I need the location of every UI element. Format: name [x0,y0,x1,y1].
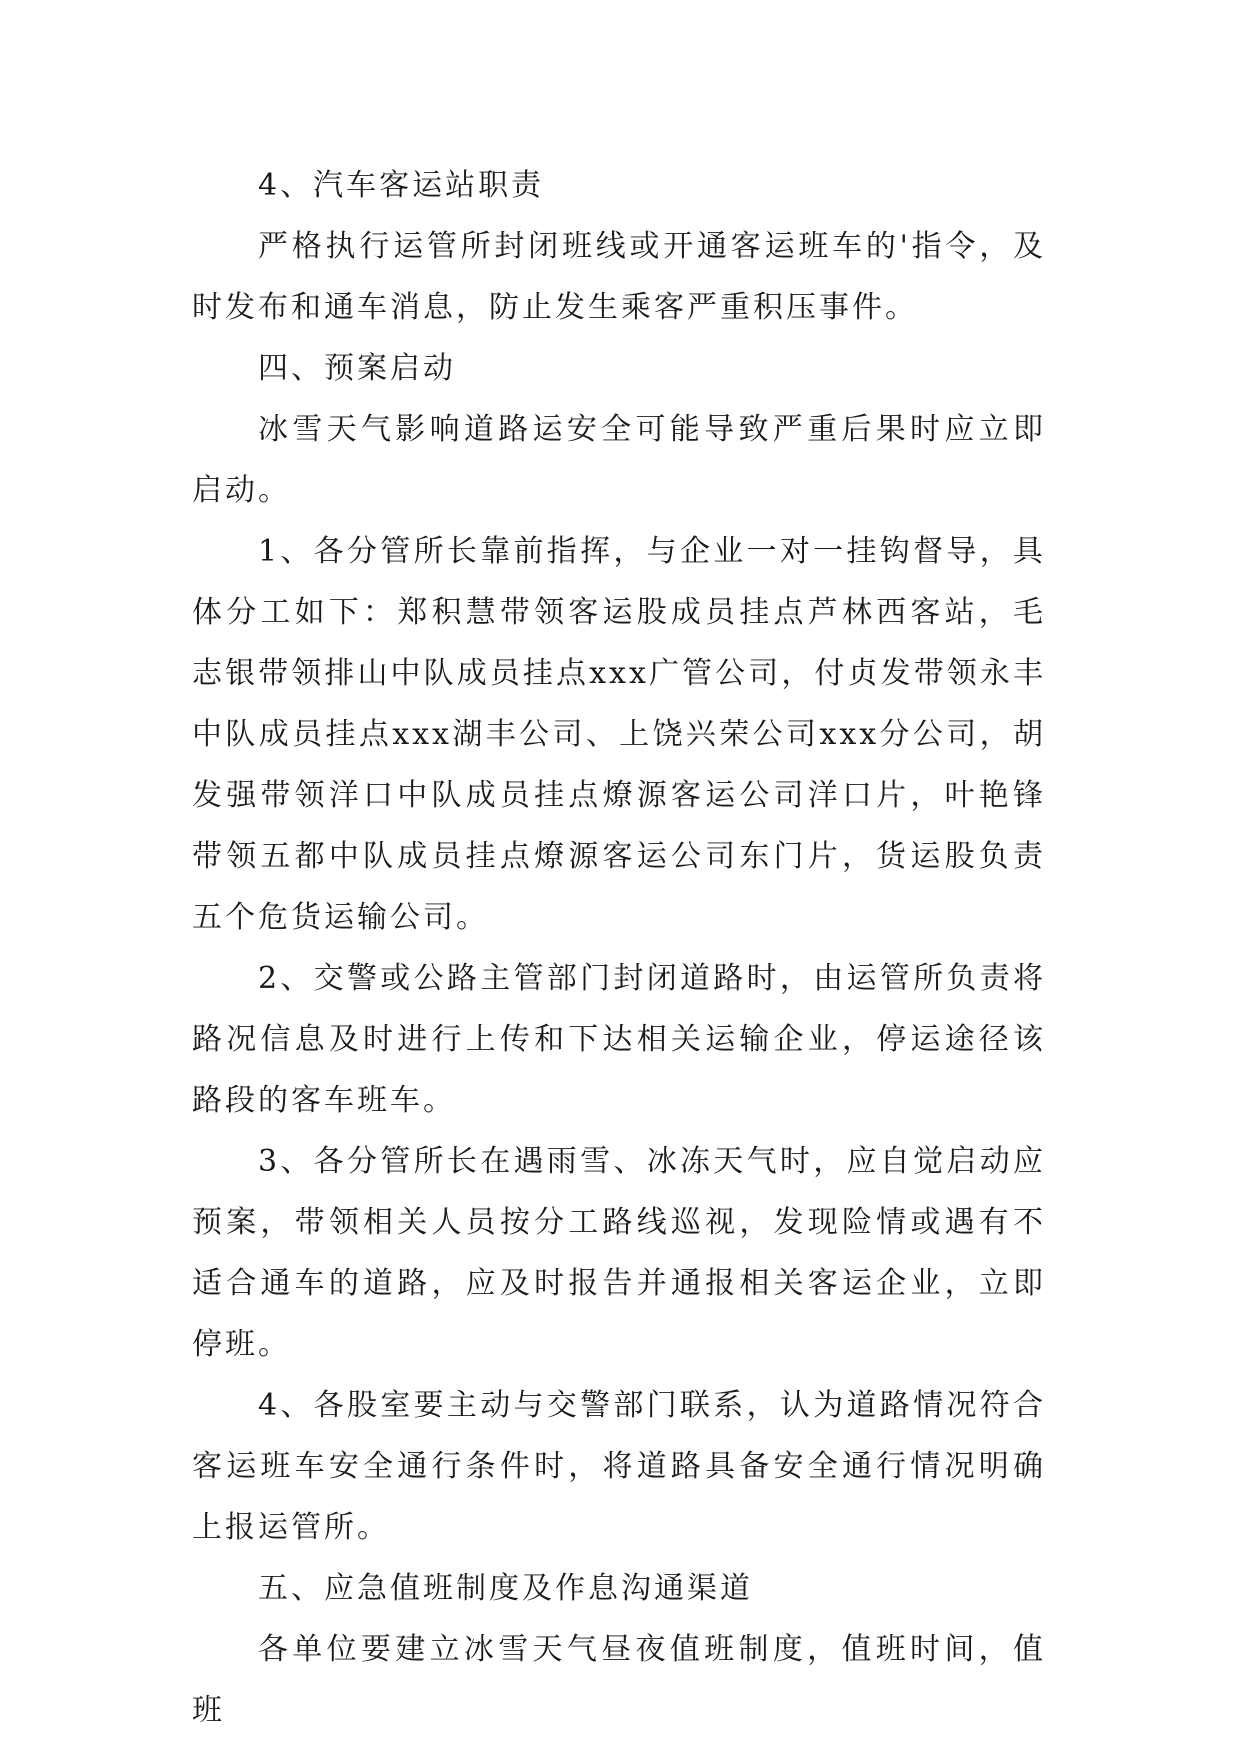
document-page [192,155,1046,1741]
paragraph-item-3: 3、各分管所长在遇雨雪、冰冻天气时，应自觉启动应预案，带领相关人员按分工路线巡视，发现险情或遇有不适合通车的道路，应及时报告并通报相关客运企业，立即停班。 [192,1144,1046,1362]
paragraph-item-4: 4、各股室要主动与交警部门联系，认为道路情况符合客运班车安全通行条件时，将道路具备安全通行情况明确上报运管所。 [192,1388,1046,1545]
paragraph-item-2: 2、交警或公路主管部门封闭道路时，由运管所负责将路况信息及时进行上传和下达相关运输企业，停运途径该路段的客车班车。 [192,961,1046,1118]
section-heading-bus-station-duties: 4、汽车客运站职责 [258,168,545,203]
paragraph-duty-system: 各单位要建立冰雪天气昼夜值班制度，值班时间，值班 [192,1632,1046,1728]
paragraph-plan-activation: 冰雪天气影响道路运安全可能导致严重后果时应立即启动。 [192,412,1046,508]
paragraph-bus-station-duties: 严格执行运管所封闭班线或开通客运班车的'指令，及时发布和通车消息，防止发生乘客严重积压事件。 [192,229,1046,325]
paragraph-item-1: 1、各分管所长靠前指挥，与企业一对一挂钩督导，具体分工如下：郑积慧带领客运股成员挂点芦林西客站，毛志银带领排山中队成员挂点xxx广管公司，付贞发带领永丰中队成员挂点xxx湖丰公司、上饶兴荣公司xxx分公司，胡发强带领洋口中队成员挂点燎源客运公司洋口片，叶艳锋带领五都中队成员挂点燎源客运公司东门片，货运股负责五个危货运输公司。 [192,534,1046,935]
section-heading-plan-activation: 四、预案启动 [258,351,456,386]
section-heading-duty-system: 五、应急值班制度及作息沟通渠道 [258,1571,753,1606]
